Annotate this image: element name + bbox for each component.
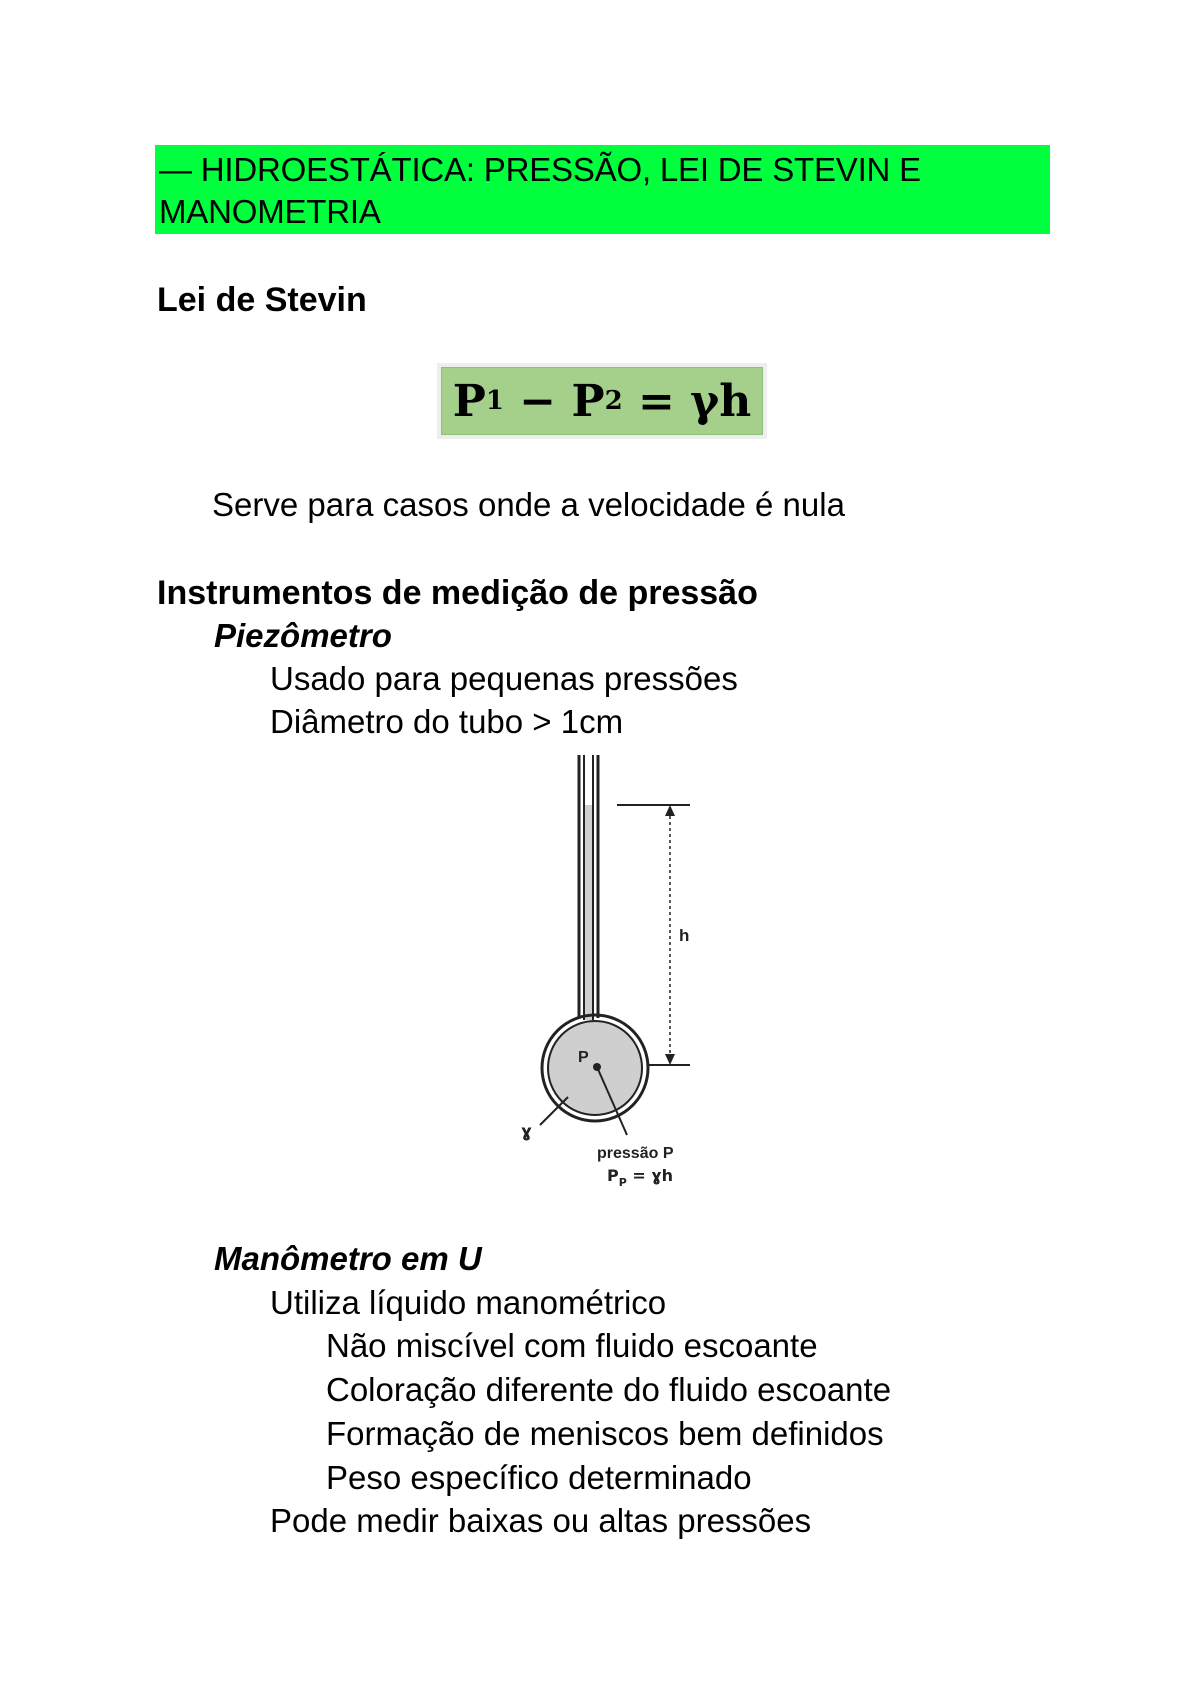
formula-rhs: γh: [690, 375, 752, 427]
figure-eq-rhs: = ɣh: [626, 1166, 674, 1185]
subheading-piezometro: Piezômetro: [214, 617, 392, 654]
note-velocidade-nula: Serve para casos onde a velocidade é nula: [212, 486, 845, 523]
formula-equals: =: [622, 375, 691, 427]
figure-label-h: h: [679, 926, 690, 945]
figure-label-p: P: [578, 1049, 589, 1066]
manometro-item-1: Utiliza líquido manométrico: [270, 1284, 667, 1321]
formula-p2: P: [571, 375, 605, 427]
stevin-formula: [441, 367, 763, 435]
formula-p1-sub: 1: [485, 386, 504, 416]
figure-label-gamma: ɣ: [521, 1122, 532, 1142]
heading-lei-de-stevin: Lei de Stevin: [157, 281, 367, 319]
manometro-subitem-2: Coloração diferente do fluido escoante: [326, 1371, 892, 1408]
title-highlight: [155, 145, 1050, 234]
formula-p2-sub: 2: [604, 386, 623, 416]
formula-box: [437, 363, 767, 439]
formula-minus: −: [503, 375, 572, 427]
heading-instrumentos: Instrumentos de medição de pressão: [157, 574, 758, 612]
manometro-item-2: Pode medir baixas ou altas pressões: [270, 1502, 812, 1539]
piezometro-item-2: Diâmetro do tubo > 1cm: [270, 703, 624, 740]
piezometro-item-1: Usado para pequenas pressões: [270, 660, 738, 697]
manometro-subitem-1: Não miscível com fluido escoante: [326, 1327, 818, 1364]
figure-eq-sub: P: [618, 1176, 627, 1189]
manometro-subitem-3: Formação de meniscos bem definidos: [326, 1415, 884, 1452]
figure-label-pressao: pressão P: [597, 1145, 674, 1162]
formula-p1: P: [452, 375, 486, 427]
manometro-subitem-4: Peso específico determinado: [326, 1459, 752, 1496]
figure-eq-lhs: P: [607, 1166, 619, 1185]
piezometer-figure: [485, 750, 715, 1190]
subheading-manometro: Manômetro em U: [214, 1240, 482, 1277]
document-title: — HIDROESTÁTICA: PRESSÃO, LEI DE STEVIN E MANOMETRIA: [159, 151, 921, 230]
